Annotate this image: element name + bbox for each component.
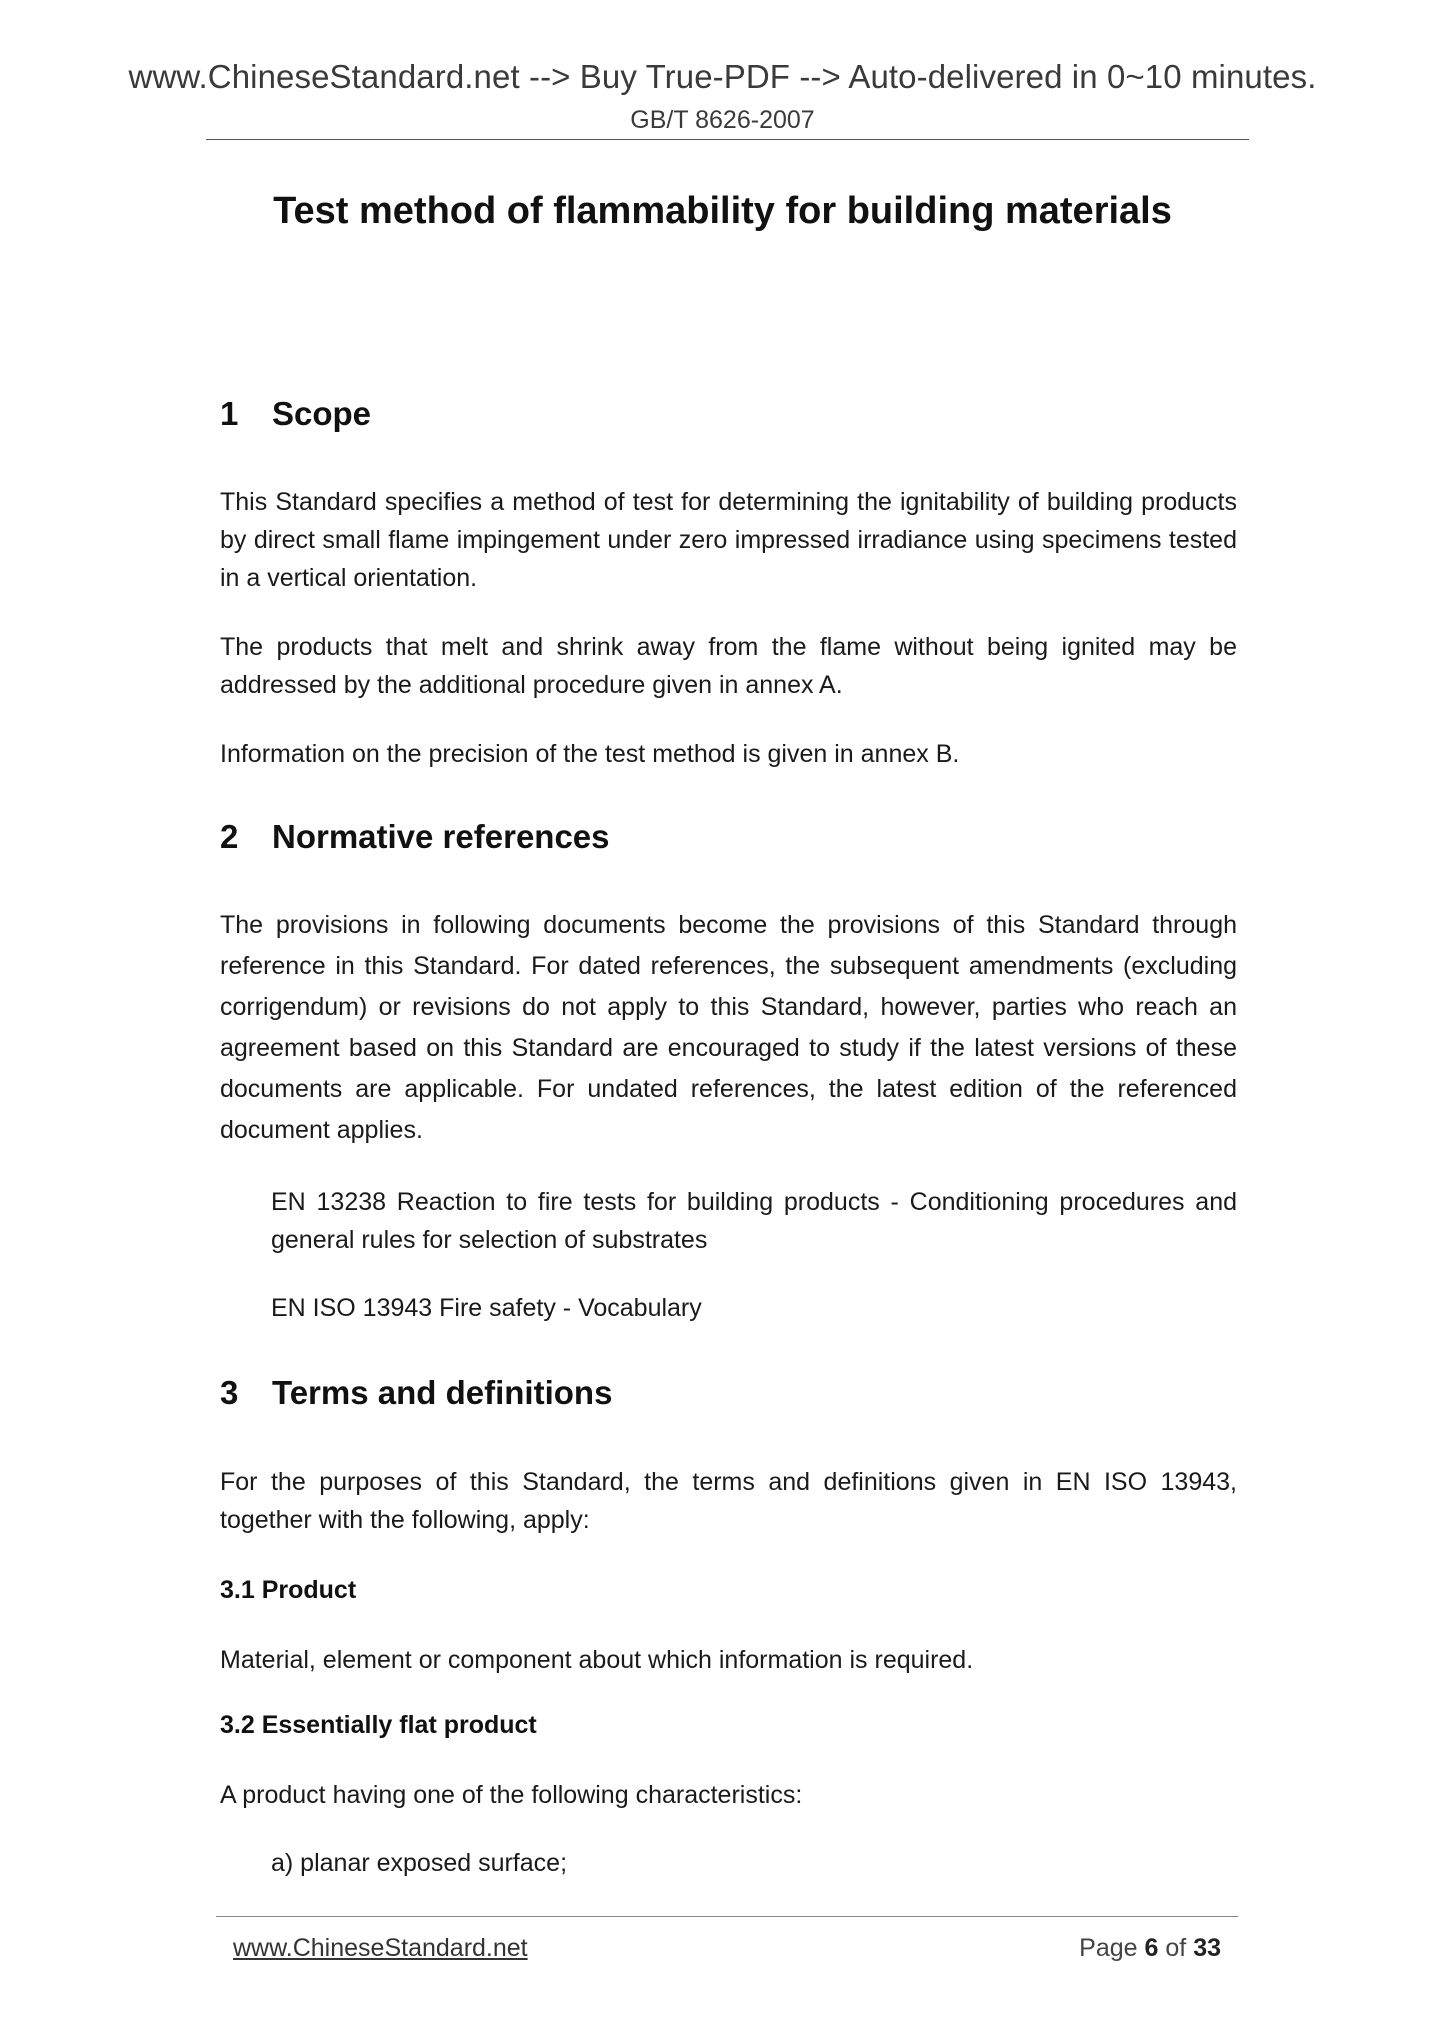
current-page: 6 (1144, 1934, 1159, 1962)
section-number: 3 (220, 1374, 239, 1411)
term-3-1-definition: Material, element or component about which information is required. (220, 1646, 974, 1674)
scope-paragraph-3: Information on the precision of the test method is given in annex B. (220, 740, 960, 768)
normative-references-paragraph: The provisions in following documents become the provisions of this Standard through reference in this Standard. For dated references, the subsequent amendments (excluding corrigendum) or revisions do not apply to this Standard, however, parties who reach an agreement based on this Standard are encouraged to study if the latest versions of these documents are applicable. For undated references, the latest edition of the referenced document applies. (220, 911, 1237, 1144)
term-3-2-item-a: a) planar exposed surface; (271, 1849, 568, 1877)
section-number: 2 (220, 818, 239, 855)
term-3-2-definition: A product having one of the following characteristics: (220, 1781, 803, 1809)
reference-en-iso-13943: EN ISO 13943 Fire safety - Vocabulary (271, 1294, 702, 1322)
term-3-1-heading: 3.1 Product (220, 1576, 357, 1604)
scope-paragraph-1: This Standard specifies a method of test for determining the ignitability of building products by direct small flame impingement under zero impressed irradiance using specimens tested in a vertical orientation. (220, 488, 1237, 592)
section-title: Scope (272, 395, 372, 432)
scope-paragraph-2: The products that melt and shrink away from the flame without being ignited may be addressed by the additional procedure given in annex A. (220, 633, 1237, 699)
page-label: Page (1079, 1934, 1138, 1962)
page-content (220, 0, 1237, 2044)
section-number: 1 (220, 395, 239, 432)
footer-divider (216, 1916, 1238, 1917)
total-pages: 33 (1193, 1934, 1221, 1962)
section-2-heading (220, 818, 610, 856)
footer-website-link[interactable]: www.ChineseStandard.net (233, 1934, 528, 1962)
reference-en-13238: EN 13238 Reaction to fire tests for building products - Conditioning procedures and general rules for selection of substrates (271, 1188, 1237, 1254)
section-title: Terms and definitions (272, 1374, 613, 1411)
term-3-2-heading: 3.2 Essentially flat product (220, 1711, 537, 1739)
page-of-label: of (1165, 1934, 1187, 1962)
section-title: Normative references (272, 818, 610, 855)
top-banner[interactable]: www.ChineseStandard.net --> Buy True-PDF --> Auto-delivered in 0~10 minutes. (128, 58, 1317, 95)
section-1-heading (220, 395, 371, 433)
terms-intro-paragraph: For the purposes of this Standard, the terms and definitions given in EN ISO 13943, together with the following, apply: (220, 1468, 1237, 1534)
document-code: GB/T 8626-2007 (630, 106, 815, 134)
document-title: Test method of flammability for building materials (273, 190, 1172, 232)
page-number (1079, 1934, 1221, 1963)
section-3-heading (220, 1374, 612, 1412)
